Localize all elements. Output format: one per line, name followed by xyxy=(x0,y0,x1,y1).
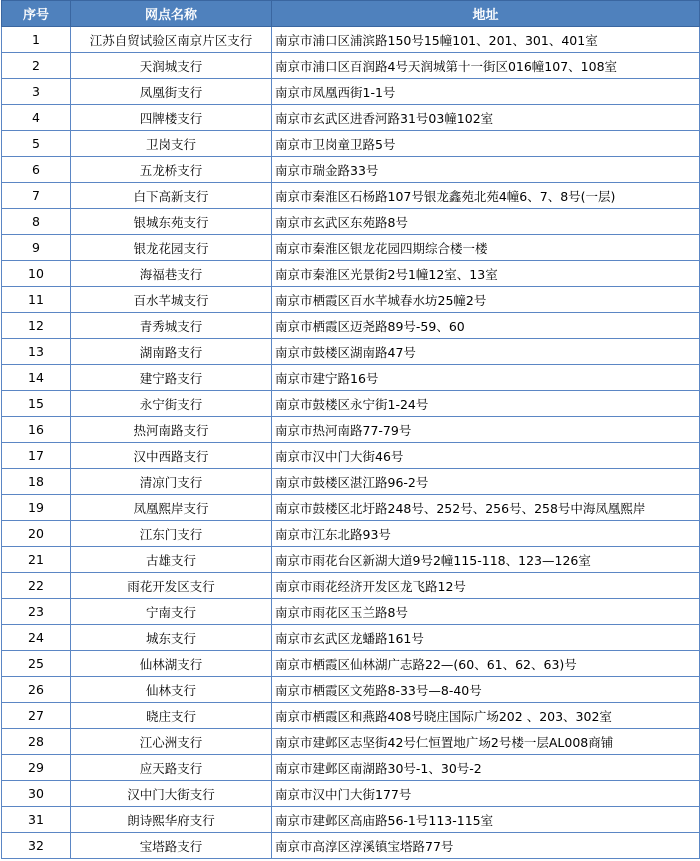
row-no-cell: 27 xyxy=(2,703,71,729)
row-no-cell: 19 xyxy=(2,495,71,521)
address-cell: 南京市建邺区志坚街42号仁恒置地广场2号楼一层AL008商铺 xyxy=(272,729,700,755)
branch-name-cell: 凤凰街支行 xyxy=(71,79,272,105)
row-no-cell: 6 xyxy=(2,157,71,183)
branch-name-cell: 汉中门大街支行 xyxy=(71,781,272,807)
table-row xyxy=(2,807,700,833)
branch-name-cell: 天润城支行 xyxy=(71,53,272,79)
branch-name-cell: 湖南路支行 xyxy=(71,339,272,365)
table-row xyxy=(2,287,700,313)
row-no-cell: 10 xyxy=(2,261,71,287)
table-row xyxy=(2,781,700,807)
table-row xyxy=(2,209,700,235)
table-row xyxy=(2,677,700,703)
branch-name-cell: 建宁路支行 xyxy=(71,365,272,391)
branch-name-cell: 凤凰熙岸支行 xyxy=(71,495,272,521)
branch-name-cell: 城东支行 xyxy=(71,625,272,651)
row-no-cell: 9 xyxy=(2,235,71,261)
table-row xyxy=(2,339,700,365)
branch-name-cell: 热河南路支行 xyxy=(71,417,272,443)
table-header xyxy=(2,1,700,27)
branch-name-cell: 雨花开发区支行 xyxy=(71,573,272,599)
row-no-cell: 5 xyxy=(2,131,71,157)
row-no-cell: 25 xyxy=(2,651,71,677)
table-row xyxy=(2,417,700,443)
address-cell: 南京市建宁路16号 xyxy=(272,365,700,391)
branch-name-cell: 江东门支行 xyxy=(71,521,272,547)
table-row xyxy=(2,105,700,131)
table-row xyxy=(2,53,700,79)
table-row xyxy=(2,235,700,261)
row-no-cell: 30 xyxy=(2,781,71,807)
address-cell: 南京市鼓楼区湛江路96-2号 xyxy=(272,469,700,495)
branch-name-cell: 四牌楼支行 xyxy=(71,105,272,131)
table-row xyxy=(2,157,700,183)
table-row xyxy=(2,599,700,625)
branch-name-cell: 晓庄支行 xyxy=(71,703,272,729)
address-cell: 南京市浦口区浦滨路150号15幢101、201、301、401室 xyxy=(272,27,700,53)
table-row xyxy=(2,703,700,729)
row-no-cell: 11 xyxy=(2,287,71,313)
address-cell: 南京市热河南路77-79号 xyxy=(272,417,700,443)
address-cell: 南京市鼓楼区永宁街1-24号 xyxy=(272,391,700,417)
address-cell: 南京市栖霞区百水芊城春水坊25幢2号 xyxy=(272,287,700,313)
address-cell: 南京市秦淮区银龙花园四期综合楼一楼 xyxy=(272,235,700,261)
address-cell: 南京市玄武区东苑路8号 xyxy=(272,209,700,235)
address-cell: 南京市汉中门大街177号 xyxy=(272,781,700,807)
address-cell: 南京市雨花经济开发区龙飞路12号 xyxy=(272,573,700,599)
row-no-cell: 2 xyxy=(2,53,71,79)
address-cell: 南京市凤凰西街1-1号 xyxy=(272,79,700,105)
table-row xyxy=(2,183,700,209)
table-row xyxy=(2,755,700,781)
address-cell: 南京市卫岗童卫路5号 xyxy=(272,131,700,157)
branch-name-cell: 清凉门支行 xyxy=(71,469,272,495)
header-address: 地址 xyxy=(272,1,700,27)
table-row xyxy=(2,443,700,469)
row-no-cell: 8 xyxy=(2,209,71,235)
address-cell: 南京市玄武区进香河路31号03幢102室 xyxy=(272,105,700,131)
address-cell: 南京市建邺区高庙路56-1号113-115室 xyxy=(272,807,700,833)
address-cell: 南京市浦口区百润路4号天润城第十一街区016幢107、108室 xyxy=(272,53,700,79)
branch-name-cell: 海福巷支行 xyxy=(71,261,272,287)
address-cell: 南京市建邺区南湖路30号-1、30号-2 xyxy=(272,755,700,781)
address-cell: 南京市雨花台区新湖大道9号2幢115-118、123—126室 xyxy=(272,547,700,573)
table-row xyxy=(2,521,700,547)
address-cell: 南京市鼓楼区湖南路47号 xyxy=(272,339,700,365)
address-cell: 南京市鼓楼区北圩路248号、252号、256号、258号中海凤凰熙岸 xyxy=(272,495,700,521)
row-no-cell: 18 xyxy=(2,469,71,495)
address-cell: 南京市雨花区玉兰路8号 xyxy=(272,599,700,625)
branch-name-cell: 江苏自贸试验区南京片区支行 xyxy=(71,27,272,53)
branch-name-cell: 江心洲支行 xyxy=(71,729,272,755)
branch-table xyxy=(1,0,700,859)
branch-name-cell: 银龙花园支行 xyxy=(71,235,272,261)
row-no-cell: 21 xyxy=(2,547,71,573)
row-no-cell: 13 xyxy=(2,339,71,365)
row-no-cell: 14 xyxy=(2,365,71,391)
address-cell: 南京市栖霞区和燕路408号晓庄国际广场202 、203、302室 xyxy=(272,703,700,729)
table-row xyxy=(2,391,700,417)
row-no-cell: 7 xyxy=(2,183,71,209)
table-row xyxy=(2,313,700,339)
branch-name-cell: 银城东苑支行 xyxy=(71,209,272,235)
header-no: 序号 xyxy=(2,1,71,27)
address-cell: 南京市瑞金路33号 xyxy=(272,157,700,183)
table-row xyxy=(2,625,700,651)
header-row xyxy=(2,1,700,27)
row-no-cell: 3 xyxy=(2,79,71,105)
row-no-cell: 23 xyxy=(2,599,71,625)
address-cell: 南京市秦淮区石杨路107号银龙鑫苑北苑4幢6、7、8号(一层) xyxy=(272,183,700,209)
row-no-cell: 4 xyxy=(2,105,71,131)
branch-name-cell: 仙林支行 xyxy=(71,677,272,703)
table-row xyxy=(2,547,700,573)
branch-name-cell: 百水芊城支行 xyxy=(71,287,272,313)
address-cell: 南京市高淳区淳溪镇宝塔路77号 xyxy=(272,833,700,859)
header-name: 网点名称 xyxy=(71,1,272,27)
table-row xyxy=(2,729,700,755)
branch-name-cell: 仙林湖支行 xyxy=(71,651,272,677)
table-row xyxy=(2,495,700,521)
address-cell: 南京市秦淮区光景街2号1幢12室、13室 xyxy=(272,261,700,287)
address-cell: 南京市栖霞区迈尧路89号-59、60 xyxy=(272,313,700,339)
address-cell: 南京市栖霞区文苑路8-33号—8-40号 xyxy=(272,677,700,703)
table-row xyxy=(2,833,700,859)
address-cell: 南京市栖霞区仙林湖广志路22—(60、61、62、63)号 xyxy=(272,651,700,677)
row-no-cell: 24 xyxy=(2,625,71,651)
branch-name-cell: 宝塔路支行 xyxy=(71,833,272,859)
address-cell: 南京市汉中门大街46号 xyxy=(272,443,700,469)
table-row xyxy=(2,651,700,677)
row-no-cell: 31 xyxy=(2,807,71,833)
row-no-cell: 1 xyxy=(2,27,71,53)
branch-name-cell: 永宁街支行 xyxy=(71,391,272,417)
row-no-cell: 32 xyxy=(2,833,71,859)
branch-name-cell: 白下高新支行 xyxy=(71,183,272,209)
branch-name-cell: 宁南支行 xyxy=(71,599,272,625)
branch-name-cell: 应天路支行 xyxy=(71,755,272,781)
row-no-cell: 28 xyxy=(2,729,71,755)
branch-name-cell: 青秀城支行 xyxy=(71,313,272,339)
row-no-cell: 16 xyxy=(2,417,71,443)
table-body xyxy=(2,27,700,859)
row-no-cell: 15 xyxy=(2,391,71,417)
branch-name-cell: 卫岗支行 xyxy=(71,131,272,157)
row-no-cell: 12 xyxy=(2,313,71,339)
branch-name-cell: 古雄支行 xyxy=(71,547,272,573)
table-row xyxy=(2,573,700,599)
table-row xyxy=(2,365,700,391)
table-row xyxy=(2,27,700,53)
row-no-cell: 26 xyxy=(2,677,71,703)
row-no-cell: 17 xyxy=(2,443,71,469)
branch-name-cell: 五龙桥支行 xyxy=(71,157,272,183)
table-row xyxy=(2,79,700,105)
table-row xyxy=(2,261,700,287)
table-row xyxy=(2,469,700,495)
address-cell: 南京市江东北路93号 xyxy=(272,521,700,547)
table-row xyxy=(2,131,700,157)
row-no-cell: 22 xyxy=(2,573,71,599)
branch-name-cell: 汉中西路支行 xyxy=(71,443,272,469)
address-cell: 南京市玄武区龙蟠路161号 xyxy=(272,625,700,651)
branch-name-cell: 朗诗熙华府支行 xyxy=(71,807,272,833)
row-no-cell: 29 xyxy=(2,755,71,781)
row-no-cell: 20 xyxy=(2,521,71,547)
